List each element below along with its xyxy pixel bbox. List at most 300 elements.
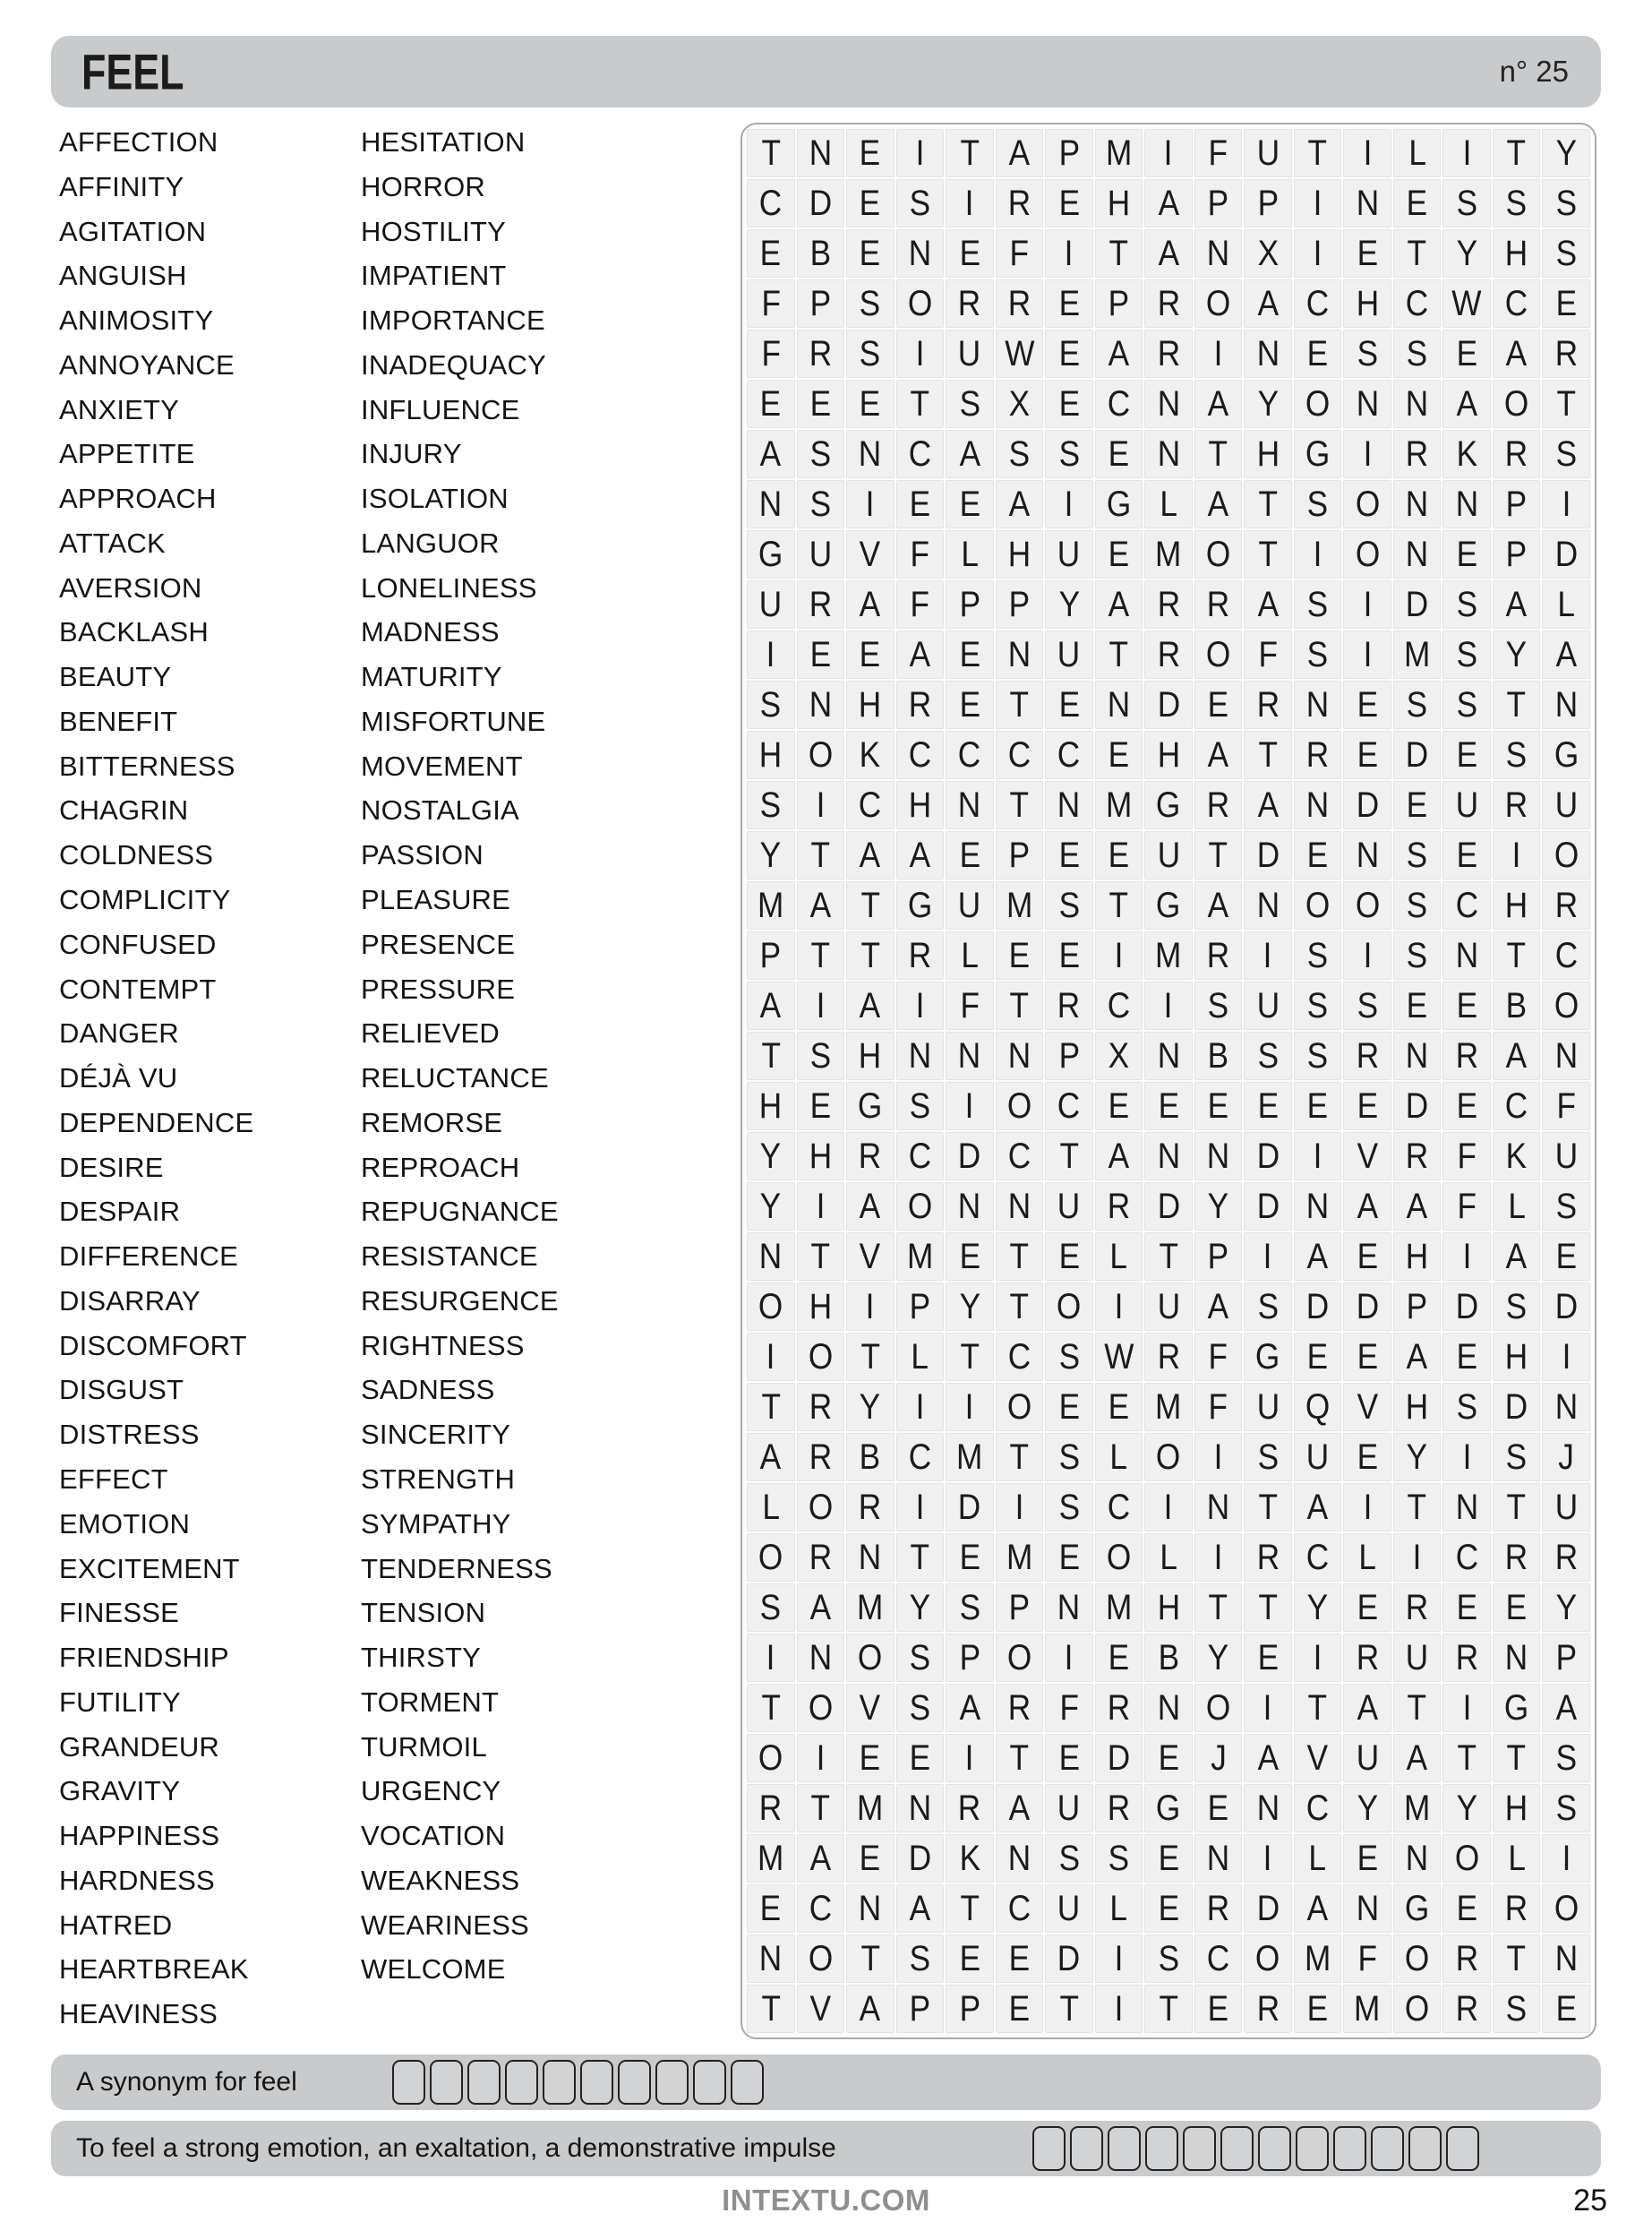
grid-cell[interactable]	[996, 430, 1044, 478]
grid-cell[interactable]	[1542, 1082, 1590, 1130]
grid-cell[interactable]	[846, 881, 894, 930]
grid-cell[interactable]	[747, 831, 795, 879]
grid-cell[interactable]	[1542, 480, 1590, 528]
grid-cell[interactable]	[1393, 681, 1442, 729]
grid-cell[interactable]	[1442, 1985, 1491, 2033]
grid-cell[interactable]	[896, 1884, 945, 1933]
grid-cell[interactable]	[1393, 179, 1442, 227]
grid-cell[interactable]	[1194, 1032, 1243, 1080]
grid-cell[interactable]	[946, 380, 994, 428]
grid-cell[interactable]	[1194, 1282, 1243, 1331]
grid-cell[interactable]	[797, 731, 845, 779]
grid-cell[interactable]	[1343, 530, 1391, 579]
grid-cell[interactable]	[846, 1082, 894, 1130]
grid-cell[interactable]	[1343, 1583, 1391, 1632]
grid-cell[interactable]	[996, 781, 1044, 829]
grid-cell[interactable]	[1144, 1934, 1193, 1983]
grid-cell[interactable]	[797, 279, 845, 328]
grid-cell[interactable]	[747, 681, 795, 729]
grid-cell[interactable]	[946, 129, 994, 177]
grid-cell[interactable]	[747, 1232, 795, 1281]
grid-cell[interactable]	[946, 530, 994, 579]
grid-cell[interactable]	[1194, 1834, 1243, 1883]
grid-cell[interactable]	[1095, 1333, 1143, 1381]
grid-cell[interactable]	[896, 1182, 945, 1231]
grid-cell[interactable]	[747, 1182, 795, 1231]
grid-cell[interactable]	[747, 982, 795, 1030]
grid-cell[interactable]	[1294, 1282, 1342, 1331]
grid-cell[interactable]	[1542, 1383, 1590, 1431]
grid-cell[interactable]	[797, 1082, 845, 1130]
grid-cell[interactable]	[1393, 1333, 1442, 1381]
grid-cell[interactable]	[1493, 1684, 1541, 1732]
grid-cell[interactable]	[946, 430, 994, 478]
grid-cell[interactable]	[1244, 631, 1292, 679]
grid-cell[interactable]	[1542, 881, 1590, 930]
grid-cell[interactable]	[1194, 1583, 1243, 1632]
grid-cell[interactable]	[1294, 1634, 1342, 1682]
grid-cell[interactable]	[1095, 1583, 1143, 1632]
grid-cell[interactable]	[1343, 1333, 1391, 1381]
grid-cell[interactable]	[1244, 380, 1292, 428]
grid-cell[interactable]	[1493, 380, 1541, 428]
grid-cell[interactable]	[996, 580, 1044, 629]
grid-cell[interactable]	[946, 179, 994, 227]
grid-cell[interactable]	[1045, 1684, 1093, 1732]
grid-cell[interactable]	[1294, 330, 1342, 378]
grid-cell[interactable]	[1393, 1784, 1442, 1832]
grid-cell[interactable]	[996, 1282, 1044, 1331]
grid-cell[interactable]	[1343, 1884, 1391, 1933]
grid-cell[interactable]	[1442, 781, 1491, 829]
grid-cell[interactable]	[797, 580, 845, 629]
grid-cell[interactable]	[1095, 129, 1143, 177]
grid-cell[interactable]	[946, 480, 994, 528]
grid-cell[interactable]	[946, 330, 994, 378]
answer-letter-box[interactable]	[1258, 2126, 1291, 2171]
grid-cell[interactable]	[896, 1333, 945, 1381]
grid-cell[interactable]	[1045, 1734, 1093, 1782]
grid-cell[interactable]	[1294, 1333, 1342, 1381]
grid-cell[interactable]	[1294, 781, 1342, 829]
grid-cell[interactable]	[846, 781, 894, 829]
answer-letter-box[interactable]	[1183, 2126, 1216, 2171]
grid-cell[interactable]	[1542, 1684, 1590, 1732]
grid-cell[interactable]	[1294, 1533, 1342, 1582]
grid-cell[interactable]	[896, 1132, 945, 1180]
answer-letter-box[interactable]	[693, 2060, 726, 2105]
grid-cell[interactable]	[1095, 881, 1143, 930]
grid-cell[interactable]	[1493, 1934, 1541, 1983]
grid-cell[interactable]	[1144, 1634, 1193, 1682]
grid-cell[interactable]	[996, 1232, 1044, 1281]
grid-cell[interactable]	[1095, 279, 1143, 328]
grid-cell[interactable]	[1493, 1032, 1541, 1080]
grid-cell[interactable]	[846, 931, 894, 980]
grid-cell[interactable]	[797, 1433, 845, 1481]
grid-cell[interactable]	[1144, 580, 1193, 629]
grid-cell[interactable]	[896, 480, 945, 528]
grid-cell[interactable]	[1343, 1282, 1391, 1331]
grid-cell[interactable]	[797, 1834, 845, 1883]
grid-cell[interactable]	[1045, 1132, 1093, 1180]
grid-cell[interactable]	[1542, 1132, 1590, 1180]
grid-cell[interactable]	[1095, 1834, 1143, 1883]
grid-cell[interactable]	[1393, 1483, 1442, 1531]
grid-cell[interactable]	[946, 279, 994, 328]
grid-cell[interactable]	[1442, 881, 1491, 930]
grid-cell[interactable]	[797, 831, 845, 879]
grid-cell[interactable]	[896, 881, 945, 930]
grid-cell[interactable]	[1045, 1834, 1093, 1883]
grid-cell[interactable]	[1095, 1684, 1143, 1732]
grid-cell[interactable]	[1045, 831, 1093, 879]
grid-cell[interactable]	[797, 1684, 845, 1732]
grid-cell[interactable]	[1294, 631, 1342, 679]
grid-cell[interactable]	[1493, 1232, 1541, 1281]
grid-cell[interactable]	[1542, 1032, 1590, 1080]
grid-cell[interactable]	[1542, 580, 1590, 629]
grid-cell[interactable]	[1294, 1934, 1342, 1983]
grid-cell[interactable]	[946, 881, 994, 930]
grid-cell[interactable]	[797, 1934, 845, 1983]
grid-cell[interactable]	[846, 1583, 894, 1632]
grid-cell[interactable]	[1442, 279, 1491, 328]
grid-cell[interactable]	[1493, 1985, 1541, 2033]
answer-letter-box[interactable]	[1333, 2126, 1366, 2171]
grid-cell[interactable]	[747, 1082, 795, 1130]
grid-cell[interactable]	[846, 1282, 894, 1331]
grid-cell[interactable]	[996, 1533, 1044, 1582]
grid-cell[interactable]	[896, 1985, 945, 2033]
grid-cell[interactable]	[1144, 681, 1193, 729]
grid-cell[interactable]	[1542, 1182, 1590, 1231]
grid-cell[interactable]	[1294, 982, 1342, 1030]
grid-cell[interactable]	[996, 1082, 1044, 1130]
grid-cell[interactable]	[747, 330, 795, 378]
grid-cell[interactable]	[1393, 1082, 1442, 1130]
grid-cell[interactable]	[1393, 1934, 1442, 1983]
grid-cell[interactable]	[1194, 279, 1243, 328]
grid-cell[interactable]	[846, 1634, 894, 1682]
grid-cell[interactable]	[1144, 229, 1193, 278]
grid-cell[interactable]	[1294, 1834, 1342, 1883]
grid-cell[interactable]	[1144, 1734, 1193, 1782]
grid-cell[interactable]	[1244, 1884, 1292, 1933]
grid-cell[interactable]	[1442, 931, 1491, 980]
grid-cell[interactable]	[1343, 279, 1391, 328]
grid-cell[interactable]	[896, 1734, 945, 1782]
grid-cell[interactable]	[1442, 580, 1491, 629]
grid-cell[interactable]	[1542, 831, 1590, 879]
grid-cell[interactable]	[797, 982, 845, 1030]
grid-cell[interactable]	[1045, 731, 1093, 779]
grid-cell[interactable]	[1542, 931, 1590, 980]
grid-cell[interactable]	[1442, 1383, 1491, 1431]
answer-letter-box[interactable]	[1070, 2126, 1103, 2171]
grid-cell[interactable]	[1393, 530, 1442, 579]
grid-cell[interactable]	[1194, 330, 1243, 378]
grid-cell[interactable]	[747, 1383, 795, 1431]
grid-cell[interactable]	[1144, 1684, 1193, 1732]
grid-cell[interactable]	[996, 1834, 1044, 1883]
grid-cell[interactable]	[1194, 1232, 1243, 1281]
grid-cell[interactable]	[1045, 1433, 1093, 1481]
grid-cell[interactable]	[896, 1483, 945, 1531]
grid-cell[interactable]	[1294, 129, 1342, 177]
grid-cell[interactable]	[747, 580, 795, 629]
grid-cell[interactable]	[1244, 1333, 1292, 1381]
grid-cell[interactable]	[996, 480, 1044, 528]
grid-cell[interactable]	[946, 1483, 994, 1531]
grid-cell[interactable]	[747, 1032, 795, 1080]
grid-cell[interactable]	[1194, 831, 1243, 879]
grid-cell[interactable]	[1194, 1082, 1243, 1130]
grid-cell[interactable]	[996, 1032, 1044, 1080]
grid-cell[interactable]	[1493, 982, 1541, 1030]
grid-cell[interactable]	[1244, 229, 1292, 278]
grid-cell[interactable]	[1045, 179, 1093, 227]
grid-cell[interactable]	[1144, 1985, 1193, 2033]
grid-cell[interactable]	[1542, 380, 1590, 428]
grid-cell[interactable]	[1194, 1634, 1243, 1682]
grid-cell[interactable]	[1542, 681, 1590, 729]
grid-cell[interactable]	[1194, 179, 1243, 227]
grid-cell[interactable]	[1244, 1834, 1292, 1883]
grid-cell[interactable]	[1393, 480, 1442, 528]
grid-cell[interactable]	[1442, 1232, 1491, 1281]
answer-letter-box[interactable]	[618, 2060, 651, 2105]
answer-letter-box[interactable]	[580, 2060, 613, 2105]
grid-cell[interactable]	[846, 480, 894, 528]
grid-cell[interactable]	[1144, 1433, 1193, 1481]
grid-cell[interactable]	[946, 1333, 994, 1381]
answer-letter-box[interactable]	[543, 2060, 576, 2105]
grid-cell[interactable]	[1343, 580, 1391, 629]
grid-cell[interactable]	[747, 1333, 795, 1381]
grid-cell[interactable]	[1095, 179, 1143, 227]
grid-cell[interactable]	[896, 982, 945, 1030]
answer-letter-box[interactable]	[655, 2060, 689, 2105]
grid-cell[interactable]	[1045, 279, 1093, 328]
grid-cell[interactable]	[896, 1934, 945, 1983]
grid-cell[interactable]	[1294, 731, 1342, 779]
grid-cell[interactable]	[1442, 229, 1491, 278]
answer-letter-box[interactable]	[1371, 2126, 1404, 2171]
grid-cell[interactable]	[1194, 380, 1243, 428]
grid-cell[interactable]	[1493, 681, 1541, 729]
grid-cell[interactable]	[1244, 1232, 1292, 1281]
grid-cell[interactable]	[1493, 1333, 1541, 1381]
grid-cell[interactable]	[1442, 380, 1491, 428]
grid-cell[interactable]	[1442, 129, 1491, 177]
grid-cell[interactable]	[747, 1583, 795, 1632]
grid-cell[interactable]	[996, 1132, 1044, 1180]
grid-cell[interactable]	[1294, 1383, 1342, 1431]
grid-cell[interactable]	[1244, 530, 1292, 579]
grid-cell[interactable]	[1144, 530, 1193, 579]
grid-cell[interactable]	[1045, 129, 1093, 177]
grid-cell[interactable]	[1442, 530, 1491, 579]
grid-cell[interactable]	[1343, 1383, 1391, 1431]
grid-cell[interactable]	[1194, 580, 1243, 629]
grid-cell[interactable]	[1442, 731, 1491, 779]
grid-cell[interactable]	[1194, 731, 1243, 779]
grid-cell[interactable]	[996, 1634, 1044, 1682]
grid-cell[interactable]	[1194, 1182, 1243, 1231]
grid-cell[interactable]	[1343, 1834, 1391, 1883]
grid-cell[interactable]	[1244, 1533, 1292, 1582]
answer-letter-box[interactable]	[1145, 2126, 1178, 2171]
grid-cell[interactable]	[946, 1934, 994, 1983]
grid-cell[interactable]	[946, 1282, 994, 1331]
grid-cell[interactable]	[846, 1032, 894, 1080]
grid-cell[interactable]	[1194, 430, 1243, 478]
grid-cell[interactable]	[896, 1032, 945, 1080]
grid-cell[interactable]	[1144, 1583, 1193, 1632]
grid-cell[interactable]	[1045, 881, 1093, 930]
grid-cell[interactable]	[1442, 1533, 1491, 1582]
grid-cell[interactable]	[1244, 931, 1292, 980]
answer-letter-box[interactable]	[1032, 2126, 1066, 2171]
grid-cell[interactable]	[996, 1684, 1044, 1732]
grid-cell[interactable]	[996, 1383, 1044, 1431]
grid-cell[interactable]	[1095, 1884, 1143, 1933]
grid-cell[interactable]	[1294, 1784, 1342, 1832]
grid-cell[interactable]	[1493, 1282, 1541, 1331]
grid-cell[interactable]	[1045, 1784, 1093, 1832]
grid-cell[interactable]	[1493, 530, 1541, 579]
grid-cell[interactable]	[1294, 229, 1342, 278]
grid-cell[interactable]	[1194, 1433, 1243, 1481]
grid-cell[interactable]	[1095, 1082, 1143, 1130]
grid-cell[interactable]	[1493, 631, 1541, 679]
grid-cell[interactable]	[1045, 1383, 1093, 1431]
grid-cell[interactable]	[1393, 982, 1442, 1030]
grid-cell[interactable]	[1393, 1634, 1442, 1682]
grid-cell[interactable]	[846, 229, 894, 278]
grid-cell[interactable]	[846, 430, 894, 478]
grid-cell[interactable]	[797, 1282, 845, 1331]
grid-cell[interactable]	[946, 931, 994, 980]
grid-cell[interactable]	[1493, 1734, 1541, 1782]
answer-letter-box[interactable]	[1220, 2126, 1254, 2171]
grid-cell[interactable]	[1442, 1032, 1491, 1080]
grid-cell[interactable]	[797, 781, 845, 829]
grid-cell[interactable]	[1343, 881, 1391, 930]
grid-cell[interactable]	[1442, 480, 1491, 528]
grid-cell[interactable]	[1045, 1985, 1093, 2033]
grid-cell[interactable]	[1493, 931, 1541, 980]
grid-cell[interactable]	[1343, 179, 1391, 227]
grid-cell[interactable]	[1244, 1082, 1292, 1130]
grid-cell[interactable]	[1442, 1433, 1491, 1481]
answer-letter-box[interactable]	[430, 2060, 463, 2105]
grid-cell[interactable]	[1393, 330, 1442, 378]
grid-cell[interactable]	[1144, 731, 1193, 779]
grid-cell[interactable]	[1442, 631, 1491, 679]
grid-cell[interactable]	[1144, 1884, 1193, 1933]
grid-cell[interactable]	[797, 430, 845, 478]
grid-cell[interactable]	[896, 129, 945, 177]
grid-cell[interactable]	[1393, 731, 1442, 779]
grid-cell[interactable]	[1045, 430, 1093, 478]
grid-cell[interactable]	[846, 1934, 894, 1983]
grid-cell[interactable]	[1095, 1433, 1143, 1481]
grid-cell[interactable]	[1343, 681, 1391, 729]
grid-cell[interactable]	[1294, 279, 1342, 328]
grid-cell[interactable]	[1095, 1634, 1143, 1682]
grid-cell[interactable]	[946, 1132, 994, 1180]
grid-cell[interactable]	[846, 580, 894, 629]
grid-cell[interactable]	[747, 179, 795, 227]
grid-cell[interactable]	[946, 1784, 994, 1832]
grid-cell[interactable]	[1194, 681, 1243, 729]
grid-cell[interactable]	[1493, 1834, 1541, 1883]
grid-cell[interactable]	[1194, 1934, 1243, 1983]
grid-cell[interactable]	[1343, 1132, 1391, 1180]
grid-cell[interactable]	[1343, 982, 1391, 1030]
grid-cell[interactable]	[846, 631, 894, 679]
grid-cell[interactable]	[1095, 931, 1143, 980]
grid-cell[interactable]	[1244, 1182, 1292, 1231]
grid-cell[interactable]	[1294, 1433, 1342, 1481]
grid-cell[interactable]	[1294, 1232, 1342, 1281]
grid-cell[interactable]	[1194, 1533, 1243, 1582]
grid-cell[interactable]	[1095, 831, 1143, 879]
grid-cell[interactable]	[996, 631, 1044, 679]
grid-cell[interactable]	[1393, 1583, 1442, 1632]
grid-cell[interactable]	[1393, 631, 1442, 679]
grid-cell[interactable]	[1493, 229, 1541, 278]
grid-cell[interactable]	[1542, 982, 1590, 1030]
grid-cell[interactable]	[797, 530, 845, 579]
grid-cell[interactable]	[846, 1433, 894, 1481]
grid-cell[interactable]	[946, 1032, 994, 1080]
grid-cell[interactable]	[1343, 1985, 1391, 2033]
grid-cell[interactable]	[747, 229, 795, 278]
grid-cell[interactable]	[846, 330, 894, 378]
grid-cell[interactable]	[1493, 129, 1541, 177]
grid-cell[interactable]	[996, 1583, 1044, 1632]
grid-cell[interactable]	[1393, 430, 1442, 478]
grid-cell[interactable]	[1045, 1934, 1093, 1983]
grid-cell[interactable]	[1343, 931, 1391, 980]
grid-cell[interactable]	[1244, 1132, 1292, 1180]
grid-cell[interactable]	[747, 1132, 795, 1180]
grid-cell[interactable]	[747, 129, 795, 177]
answer-letter-box[interactable]	[1446, 2126, 1479, 2171]
grid-cell[interactable]	[1393, 580, 1442, 629]
grid-cell[interactable]	[1194, 1483, 1243, 1531]
grid-cell[interactable]	[1393, 380, 1442, 428]
grid-cell[interactable]	[1493, 430, 1541, 478]
grid-cell[interactable]	[896, 330, 945, 378]
grid-cell[interactable]	[1045, 1182, 1093, 1231]
grid-cell[interactable]	[1343, 1433, 1391, 1481]
grid-cell[interactable]	[896, 931, 945, 980]
grid-cell[interactable]	[1095, 530, 1143, 579]
grid-cell[interactable]	[1294, 1182, 1342, 1231]
grid-cell[interactable]	[1442, 1583, 1491, 1632]
grid-cell[interactable]	[896, 229, 945, 278]
grid-cell[interactable]	[1493, 781, 1541, 829]
grid-cell[interactable]	[797, 129, 845, 177]
grid-cell[interactable]	[747, 1533, 795, 1582]
grid-cell[interactable]	[747, 1634, 795, 1682]
grid-cell[interactable]	[747, 530, 795, 579]
grid-cell[interactable]	[1194, 1684, 1243, 1732]
